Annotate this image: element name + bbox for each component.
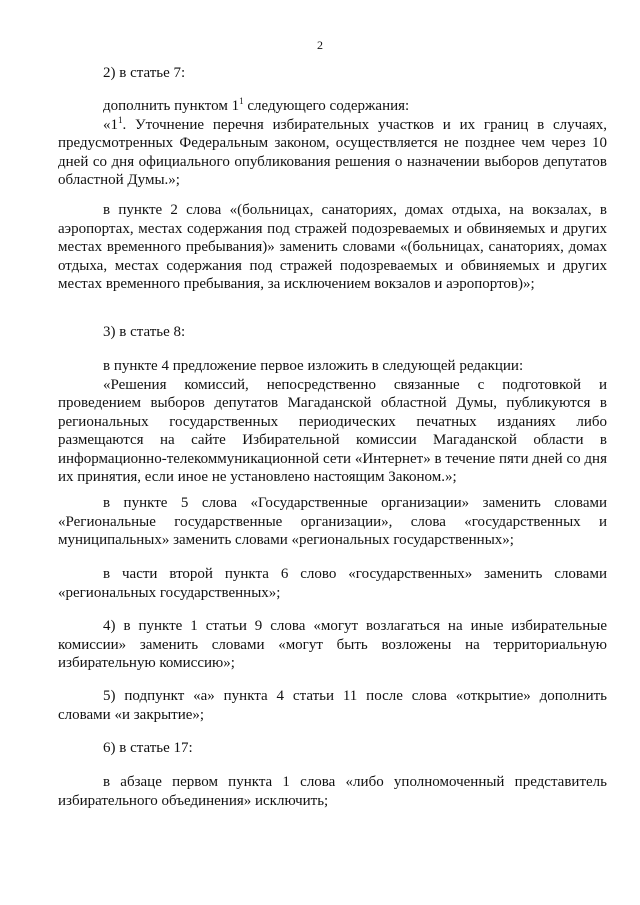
item-6-heading-text: 6) в статье 17:	[103, 740, 193, 756]
item-2-point-2	[58, 201, 607, 294]
quote-text-a: «1	[103, 116, 118, 133]
item-6-point-1	[58, 773, 607, 810]
item-5-text: 5) подпункт «а» пункта 4 статьи 11 после слова «открытие» дополнить словами «и закрытие»;	[58, 688, 607, 723]
quote-text-b: . Уточнение перечня избирательных участков и их границ в случаях, предусмотренных Федеральным законом, осуществляется не позднее чем через 10 дней со дня официального опубликования решения о назначении выборов депутатов областной Думы.»;	[58, 116, 607, 188]
item-2-point-2-text: в пункте 2 слова «(больницах, санаториях, домах отдыха, на вокзалах, в аэропортах, местах содержания под стражей подозреваемых и обвиняемых и других местах временного пребывания)» заменить словами «(больницах, санаториях, домах отдыха, местах содержания под стражей подозреваемых и обвиняемых и других местах временного пребывания, за исключением вокзалов и аэропортов)»;	[58, 202, 607, 292]
lead-text-b: следующего содержания:	[243, 98, 410, 114]
page-number: 2	[317, 38, 323, 52]
lead-superscript: 1	[239, 96, 244, 106]
item-2-heading	[58, 64, 607, 83]
item-3-heading	[58, 323, 607, 342]
item-3-point-6	[58, 565, 607, 602]
lead-text-a: дополнить пунктом 1	[103, 98, 240, 114]
item-6-heading	[58, 739, 607, 758]
item-4	[58, 617, 607, 673]
item-3-point-6-text: в части второй пункта 6 слово «государственных» заменить словами «региональных государственных»;	[58, 566, 607, 601]
item-3-point-5	[58, 494, 607, 550]
item-2-heading-text: 2) в статье 7:	[103, 65, 186, 81]
item-4-text: 4) в пункте 1 статьи 9 слова «могут возлагаться на иные избирательные комиссии» заменить словами «могут быть возложены на территориальную избирательную комиссию»;	[58, 618, 607, 671]
item-2-addition-lead	[58, 97, 607, 116]
item-5	[58, 687, 607, 724]
item-6-point-1-text: в абзаце первом пункта 1 слова «либо уполномоченный представитель избирательного объединения» исключить;	[58, 774, 607, 809]
quote-superscript: 1	[118, 114, 123, 125]
item-3-point-4	[58, 357, 607, 487]
item-3-point-4-lead: в пункте 4 предложение первое изложить в следующей редакции:	[103, 358, 524, 374]
item-2-quote	[58, 116, 607, 190]
item-3-point-5-text: в пункте 5 слова «Государственные организации» заменить словами «Региональные государственные организации», слова «государственных и муниципальных» заменить словами «региональных государственных»;	[58, 495, 607, 548]
item-3-point-4-quote: «Решения комиссий, непосредственно связанные с подготовкой и проведением выборов депутатов Магаданской областной Думы, публикуются в региональных государственных периодических печатных изданиях либо размещаются на сайте Избирательной комиссии Магаданской области в информационно-телекоммуникационной сети «Интернет» в течение пяти дней со дня их принятия, если иное не установлено настоящим Законом.»;	[58, 376, 607, 485]
item-2-addition	[58, 97, 607, 190]
item-3-heading-text: 3) в статье 8:	[103, 324, 186, 340]
